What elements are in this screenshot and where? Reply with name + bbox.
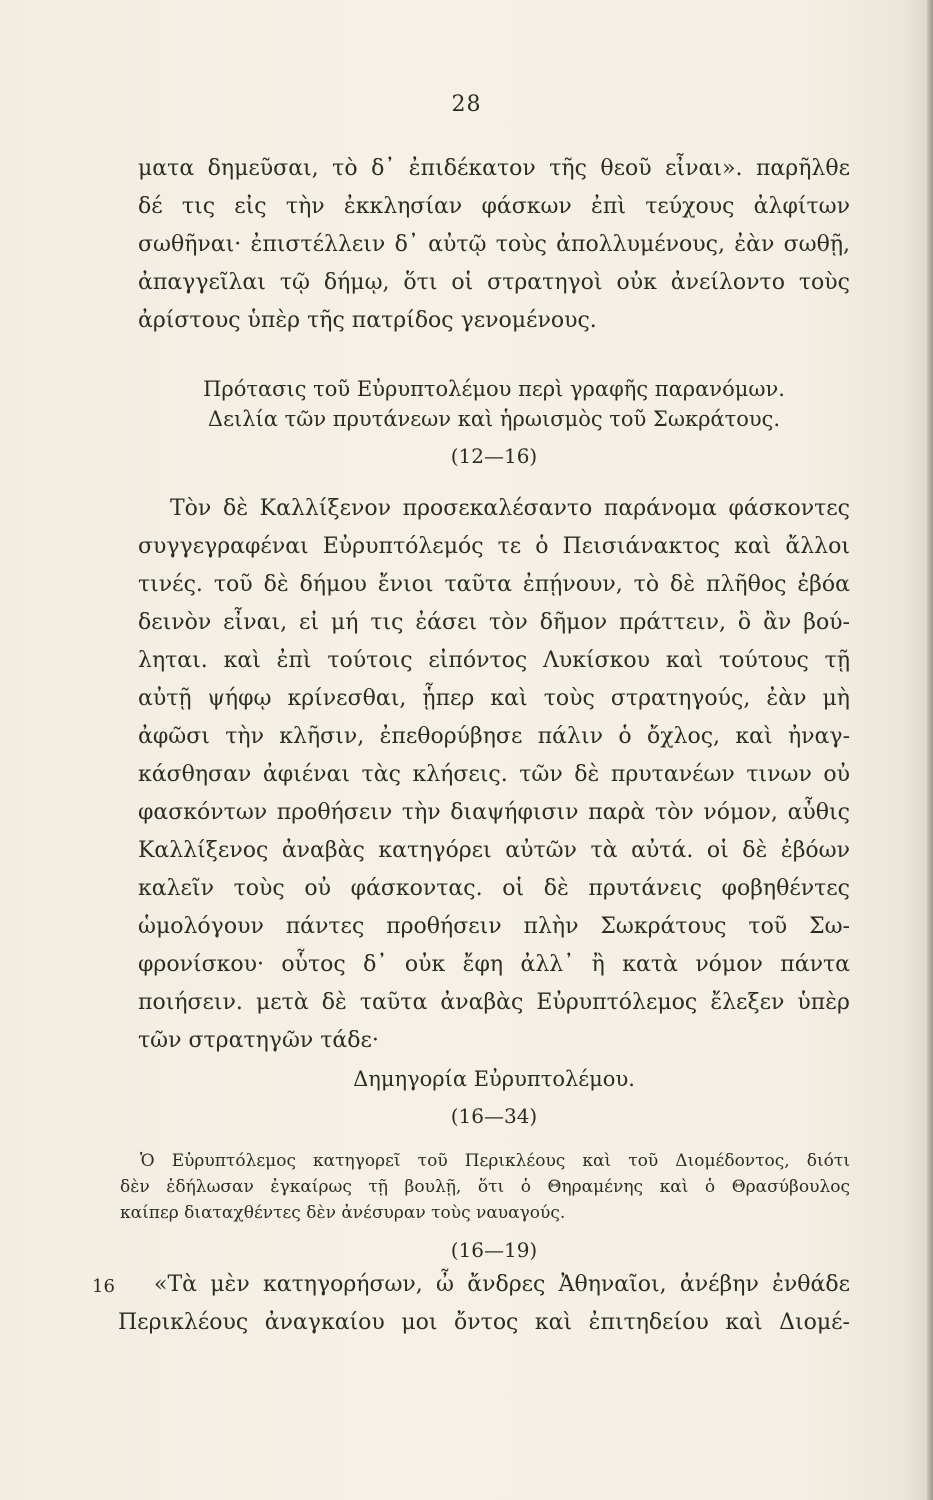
summary-line: Ὁ Εὐρυπτόλεμος κατηγορεῖ τοῦ Περικλέους καὶ τοῦ Διομέδοντος, διότι	[140, 1151, 850, 1171]
text-line: ὡμολόγουν πάντες προθήσειν πλὴν Σωκράτους τοῦ Σω-	[138, 914, 850, 939]
text-line: καλεῖν τοὺς οὐ φάσκοντας. οἱ δὲ πρυτάνεις φοβηθέντες	[138, 876, 850, 901]
text-line: φρονίσκου· οὗτος δ᾽ οὐκ ἔφη ἀλλ᾽ ἢ κατὰ νόμον πάντα	[138, 952, 850, 977]
page-number: 28	[451, 92, 482, 117]
text-line: ματα δημεῦσαι, τὸ δ᾽ ἐπιδέκατον τῆς θεοῦ εἶναι». παρῆλθε	[138, 156, 850, 181]
summary-line: δὲν ἐδήλωσαν ἐγκαίρως τῇ βουλῇ, ὅτι ὁ Θηραμένης καὶ ὁ Θρασύβουλος	[120, 1177, 850, 1197]
section-range: (16—34)	[450, 1104, 538, 1128]
heading-line: Δειλία τῶν πρυτάνεων καὶ ἡρωισμὸς τοῦ Σωκράτους.	[207, 407, 781, 431]
text-line: ποιήσειν. μετὰ δὲ ταῦτα ἀναβὰς Εὐρυπτόλεμος ἔλεξεν ὑπὲρ	[138, 990, 850, 1015]
text-line: αὐτῇ ψήφῳ κρίνεσθαι, ᾗπερ καὶ τοὺς στρατηγούς, ἐὰν μὴ	[138, 686, 850, 711]
section-range: (12—16)	[450, 444, 538, 468]
text-line: ἀπαγγεῖλαι τῷ δήμῳ, ὅτι οἱ στρατηγοὶ οὐκ ἀνείλοντο τοὺς	[138, 270, 850, 295]
text-line: Καλλίξενος ἀναβὰς κατηγόρει αὐτῶν τὰ αὐτά. οἱ δὲ ἐβόων	[138, 838, 850, 863]
text-line: ἀρίστους ὑπὲρ τῆς πατρίδος γενομένους.	[138, 308, 597, 333]
section-heading-2	[138, 1064, 850, 1134]
section-heading-3	[138, 1232, 850, 1268]
page-edge	[927, 0, 933, 1500]
text-line: σωθῆναι· ἐπιστέλλειν δ᾽ αὐτῷ τοὺς ἀπολλυμένους, ἐὰν σωθῇ,	[138, 232, 850, 257]
text-line: φασκόντων προθήσειν τὴν διαψήφισιν παρὰ τὸν νόμον, αὖθις	[138, 800, 850, 825]
text-line: συγγεγραφέναι Εὐρυπτόλεμός τε ὁ Πεισιάνακτος καὶ ἄλλοι	[138, 534, 850, 559]
summary-block	[120, 1148, 850, 1226]
text-line: τῶν στρατηγῶν τάδε·	[138, 1028, 379, 1053]
heading-line: Πρότασις τοῦ Εὐρυπτολέμου περὶ γραφῆς παρανόμων.	[203, 377, 785, 401]
text-line: «Τὰ μὲν κατηγορήσων, ὦ ἄνδρες Ἀθηναῖοι, ἀνέβην ἐνθάδε	[154, 1272, 850, 1297]
paragraph-1	[138, 150, 850, 340]
margin-line-number: 16	[92, 1276, 115, 1297]
paragraph-3	[118, 1266, 850, 1342]
text-line: Περικλέους ἀναγκαίου μοι ὄντος καὶ ἐπιτηδείου καὶ Διομέ-	[118, 1310, 850, 1335]
paragraph-2	[138, 490, 850, 1060]
text-line: ἀφῶσι τὴν κλῆσιν, ἐπεθορύβησε πάλιν ὁ ὄχλος, καὶ ἠναγ-	[138, 724, 850, 749]
text-line: Τὸν δὲ Καλλίξενον προσεκαλέσαντο παράνομα φάσκοντες	[170, 496, 850, 521]
text-line: ληται. καὶ ἐπὶ τούτοις εἰπόντος Λυκίσκου καὶ τούτους τῇ	[138, 648, 850, 673]
text-line: τινές. τοῦ δὲ δήμου ἔνιοι ταῦτα ἐπῄνουν, τὸ δὲ πλῆθος ἐβόα	[138, 572, 850, 597]
text-line: δεινὸν εἶναι, εἰ μή τις ἐάσει τὸν δῆμον πράττειν, ὃ ἂν βού-	[138, 610, 850, 635]
text-line: δέ τις εἰς τὴν ἐκκλησίαν φάσκων ἐπὶ τεύχους ἀλφίτων	[138, 194, 850, 219]
heading-line: Δημηγορία Εὐρυπτολέμου.	[353, 1067, 635, 1091]
text-line: κάσθησαν ἀφιέναι τὰς κλήσεις. τῶν δὲ πρυτανέων τινων οὐ	[138, 762, 850, 787]
section-heading-1	[138, 374, 850, 474]
section-range: (16—19)	[450, 1238, 538, 1262]
summary-line: καίπερ διαταχθέντες δὲν ἀνέσυραν τοὺς ναυαγούς.	[120, 1203, 566, 1223]
